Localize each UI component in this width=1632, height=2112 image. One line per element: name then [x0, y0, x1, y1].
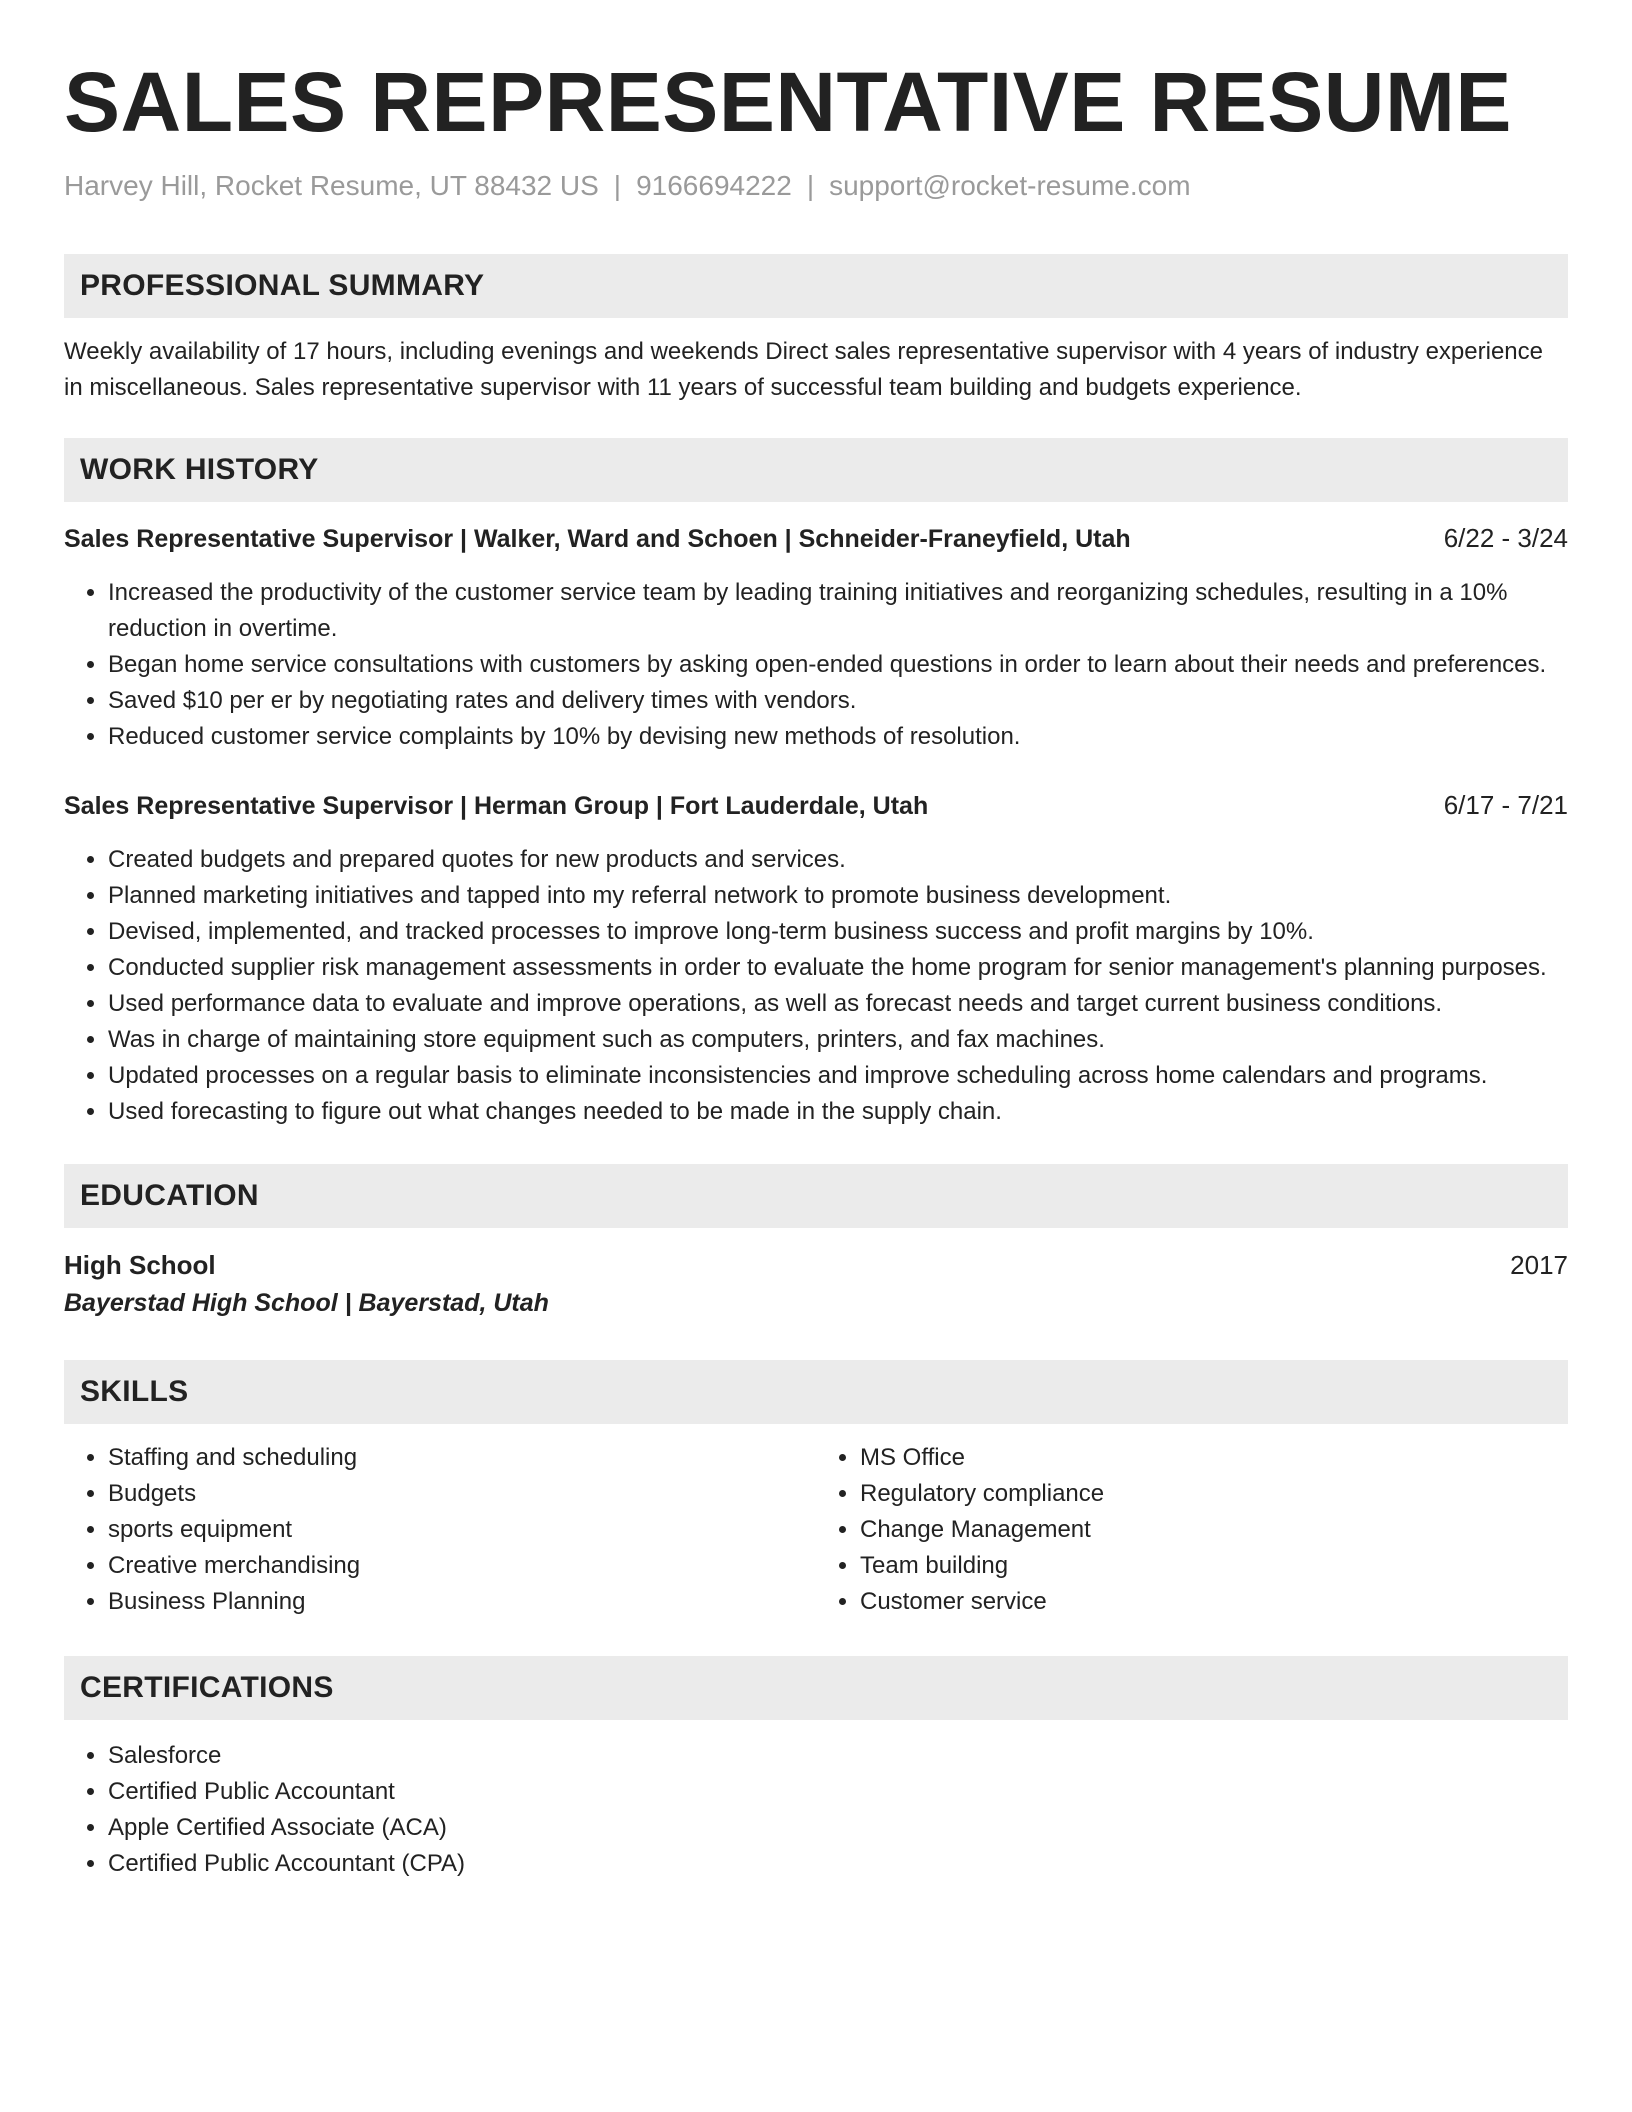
skill-item: • Business Planning — [108, 1584, 816, 1620]
contact-phone: 9166694222 — [636, 170, 792, 201]
skill-item: • MS Office — [860, 1440, 1568, 1476]
contact-separator: | — [613, 170, 622, 201]
section-header-summary: PROFESSIONAL SUMMARY — [64, 254, 1568, 318]
certification-item: • Certified Public Accountant — [108, 1774, 1568, 1810]
skill-item: • Regulatory compliance — [860, 1476, 1568, 1512]
certification-item: • Salesforce — [108, 1738, 1568, 1774]
skill-item: • Staffing and scheduling — [108, 1440, 816, 1476]
section-header-education: EDUCATION — [64, 1164, 1568, 1228]
job-bullet: • Devised, implemented, and tracked processes to improve long-term business success and profit margins by 10%. — [108, 914, 1568, 950]
skills-list — [816, 1440, 1568, 1620]
job-bullet: • Saved $10 per er by negotiating rates and delivery times with vendors. — [108, 683, 1568, 719]
skills-grid — [64, 1440, 1568, 1620]
job-title: Sales Representative Supervisor | Walker, Ward and Schoen | Schneider-Franeyfield, Utah — [64, 525, 1131, 553]
skills-list — [64, 1440, 816, 1620]
education-year: 2017 — [1510, 1250, 1568, 1280]
education-school: Bayerstad High School | Bayerstad, Utah — [64, 1289, 549, 1317]
job-bullet: • Was in charge of maintaining store equipment such as computers, printers, and fax machines. — [108, 1022, 1568, 1058]
education-degree: High School — [64, 1250, 216, 1280]
job-bullet: • Created budgets and prepared quotes for new products and services. — [108, 842, 1568, 878]
skill-item: • Team building — [860, 1548, 1568, 1584]
skill-item: • sports equipment — [108, 1512, 816, 1548]
job-entry-header — [64, 787, 1568, 824]
contact-line — [64, 168, 1568, 204]
contact-email: support@rocket-resume.com — [829, 170, 1191, 201]
skill-item: • Budgets — [108, 1476, 816, 1512]
section-header-certifications: CERTIFICATIONS — [64, 1656, 1568, 1720]
job-title: Sales Representative Supervisor | Herman Group | Fort Lauderdale, Utah — [64, 792, 929, 820]
job-bullet: • Began home service consultations with customers by asking open-ended questions in order to learn about their needs and preferences. — [108, 647, 1568, 683]
contact-address: Harvey Hill, Rocket Resume, UT 88432 US — [64, 170, 599, 201]
job-bullet: • Increased the productivity of the customer service team by leading training initiatives and reorganizing schedules, resulting in a 10% reduction in overtime. — [108, 575, 1568, 647]
certification-item: • Certified Public Accountant (CPA) — [108, 1846, 1568, 1882]
job-entry-header — [64, 520, 1568, 557]
job-bullet-list — [64, 575, 1568, 755]
contact-separator: | — [806, 170, 815, 201]
summary-text: Weekly availability of 17 hours, including evenings and weekends Direct sales representative supervisor with 4 years of industry experience in miscellaneous. Sales representative supervisor with 11 years of successful team building and budgets experience. — [64, 338, 1543, 401]
job-bullet: • Used forecasting to figure out what changes needed to be made in the supply chain. — [108, 1094, 1568, 1130]
resume-title: SALES REPRESENTATIVE RESUME — [64, 55, 1512, 149]
skill-item: • Creative merchandising — [108, 1548, 816, 1584]
job-bullet-list — [64, 842, 1568, 1130]
skill-item: • Customer service — [860, 1584, 1568, 1620]
education-entry-header — [64, 1246, 1568, 1284]
job-bullet: • Planned marketing initiatives and tapped into my referral network to promote business development. — [108, 878, 1568, 914]
skills-column-right — [816, 1440, 1568, 1620]
section-header-work-history: WORK HISTORY — [64, 438, 1568, 502]
job-dates: 6/17 - 7/21 — [1443, 790, 1568, 820]
job-bullet: • Updated processes on a regular basis to eliminate inconsistencies and improve scheduling across home calendars and programs. — [108, 1058, 1568, 1094]
certification-item: • Apple Certified Associate (ACA) — [108, 1810, 1568, 1846]
job-bullet: • Conducted supplier risk management assessments in order to evaluate the home program for senior management's planning purposes. — [108, 950, 1568, 986]
job-bullet: • Used performance data to evaluate and improve operations, as well as forecast needs and target current business conditions. — [108, 986, 1568, 1022]
skill-item: • Change Management — [860, 1512, 1568, 1548]
section-header-skills: SKILLS — [64, 1360, 1568, 1424]
skills-column-left — [64, 1440, 816, 1620]
job-dates: 6/22 - 3/24 — [1443, 523, 1568, 553]
certifications-list — [64, 1738, 1568, 1882]
job-bullet: • Reduced customer service complaints by 10% by devising new methods of resolution. — [108, 719, 1568, 755]
